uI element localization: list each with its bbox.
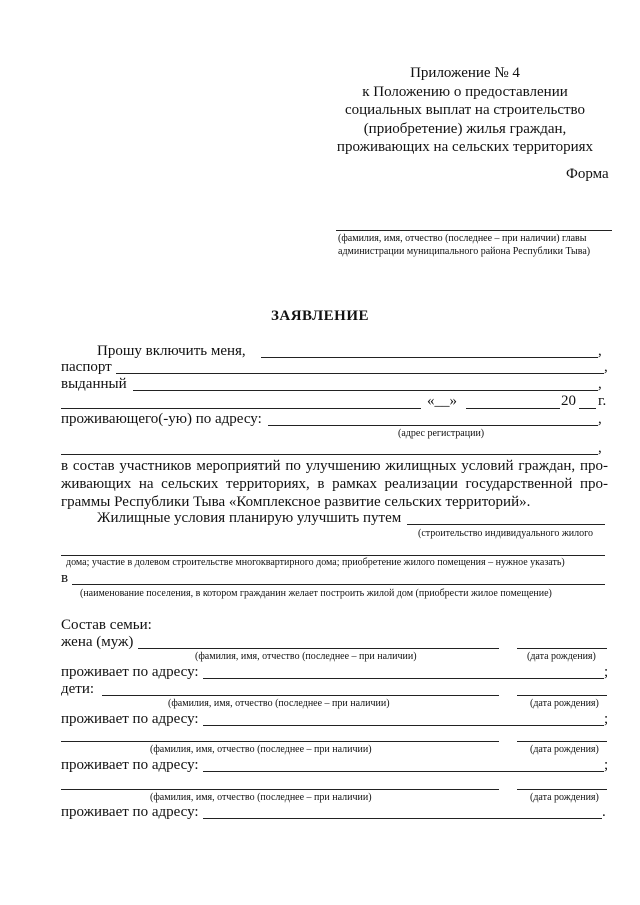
spouse-label: жена (муж) <box>61 634 134 650</box>
header-line-5: проживающих на сельских территориях <box>336 139 594 156</box>
header-line-2: к Положению о предоставлении <box>362 83 568 100</box>
child1-dob-line[interactable] <box>517 695 607 696</box>
spouse-dob-caption: (дата рождения) <box>527 651 596 662</box>
housing-method-line[interactable] <box>407 524 605 525</box>
spouse-fio-caption: (фамилия, имя, отчество (последнее – при наличии) <box>195 651 417 662</box>
comma: , <box>598 343 602 359</box>
document-title: ЗАЯВЛЕНИЕ <box>270 308 370 324</box>
child3-dob-caption: (дата рождения) <box>530 792 599 803</box>
appendix-header <box>320 64 610 157</box>
child1-lives-label: проживает по адресу: <box>61 711 199 727</box>
settlement-caption: (наименование поселения, в котором гражданин желает построить жилой дом (приобрести жилое помещение) <box>80 588 552 599</box>
child3-dob-line[interactable] <box>517 789 607 790</box>
housing-caption-2: дома; участие в долевом строительстве многоквартирного дома; приобретение жилого помещения – нужное указать) <box>66 557 565 568</box>
date-month-line[interactable] <box>466 408 560 409</box>
child2-dob-caption: (дата рождения) <box>530 744 599 755</box>
housing-method-line-2[interactable] <box>61 555 605 556</box>
addressee-input-line[interactable] <box>336 230 612 231</box>
year-suffix-line[interactable] <box>579 408 596 409</box>
header-line-1: Приложение № 4 <box>410 65 520 81</box>
body-line-1: в состав участников мероприятий по улучшению жилищных условий граждан, про- <box>61 458 608 474</box>
housing-caption-1: (строительство индивидуального жилого <box>418 528 593 539</box>
residing-label: проживающего(-ую) по адресу: <box>61 411 262 427</box>
reg-address-caption: (адрес регистрации) <box>398 428 485 439</box>
child1-name-line[interactable] <box>102 695 499 696</box>
housing-label: Жилищные условия планирую улучшить путем <box>97 510 402 526</box>
in-label: в <box>61 570 69 586</box>
child2-fio-caption: (фамилия, имя, отчество (последнее – при наличии) <box>150 744 372 755</box>
issued-label: выданный <box>61 376 127 392</box>
passport-line[interactable] <box>116 373 604 374</box>
residing-address-line[interactable] <box>268 425 598 426</box>
addressee-caption-2: администрации муниципального района Республики Тыва) <box>338 246 591 257</box>
comma: , <box>604 359 608 375</box>
child3-lives-label: проживает по адресу: <box>61 804 199 820</box>
year-label: г. <box>598 393 607 409</box>
year-prefix: 20 <box>561 393 576 409</box>
date-day: «__» <box>427 393 457 409</box>
issued-by-line[interactable] <box>133 390 598 391</box>
child2-address-line[interactable] <box>203 771 604 772</box>
family-title: Состав семьи: <box>61 617 152 633</box>
residing-address-line-2[interactable] <box>61 454 598 455</box>
include-me-label: Прошу включить меня, <box>97 343 246 359</box>
header-line-4: (приобретение) жилья граждан, <box>363 120 567 137</box>
form-label: Форма <box>566 166 609 182</box>
spouse-lives-label: проживает по адресу: <box>61 664 199 680</box>
child3-name-line[interactable] <box>61 789 499 790</box>
spouse-dob-line[interactable] <box>517 648 607 649</box>
child3-fio-caption: (фамилия, имя, отчество (последнее – при наличии) <box>150 792 372 803</box>
child2-name-line[interactable] <box>61 741 499 742</box>
issued-by-line-2[interactable] <box>61 408 421 409</box>
semicolon: ; <box>604 711 609 727</box>
child3-address-line[interactable] <box>203 818 602 819</box>
comma: , <box>598 411 602 427</box>
comma: , <box>598 376 602 392</box>
settlement-line[interactable] <box>72 584 605 585</box>
header-line-3: социальных выплат на строительство <box>344 102 586 119</box>
child1-fio-caption: (фамилия, имя, отчество (последнее – при наличии) <box>168 698 390 709</box>
child2-lives-label: проживает по адресу: <box>61 757 199 773</box>
child1-address-line[interactable] <box>203 725 604 726</box>
children-label: дети: <box>61 681 95 697</box>
spouse-name-line[interactable] <box>138 648 499 649</box>
period: . <box>602 804 606 820</box>
body-line-3: граммы Республики Тыва «Комплексное развитие сельских территорий». <box>61 494 531 510</box>
semicolon: ; <box>604 664 609 680</box>
child2-dob-line[interactable] <box>517 741 607 742</box>
body-line-2: живающих на сельских территориях, в рамках реализации государственной про- <box>61 476 608 492</box>
child1-dob-caption: (дата рождения) <box>530 698 599 709</box>
comma: , <box>598 440 602 456</box>
applicant-name-line[interactable] <box>261 357 598 358</box>
spouse-address-line[interactable] <box>203 678 604 679</box>
passport-label: паспорт <box>61 359 112 375</box>
semicolon: ; <box>604 757 609 773</box>
addressee-caption-1: (фамилия, имя, отчество (последнее – при наличии) главы <box>338 233 587 244</box>
